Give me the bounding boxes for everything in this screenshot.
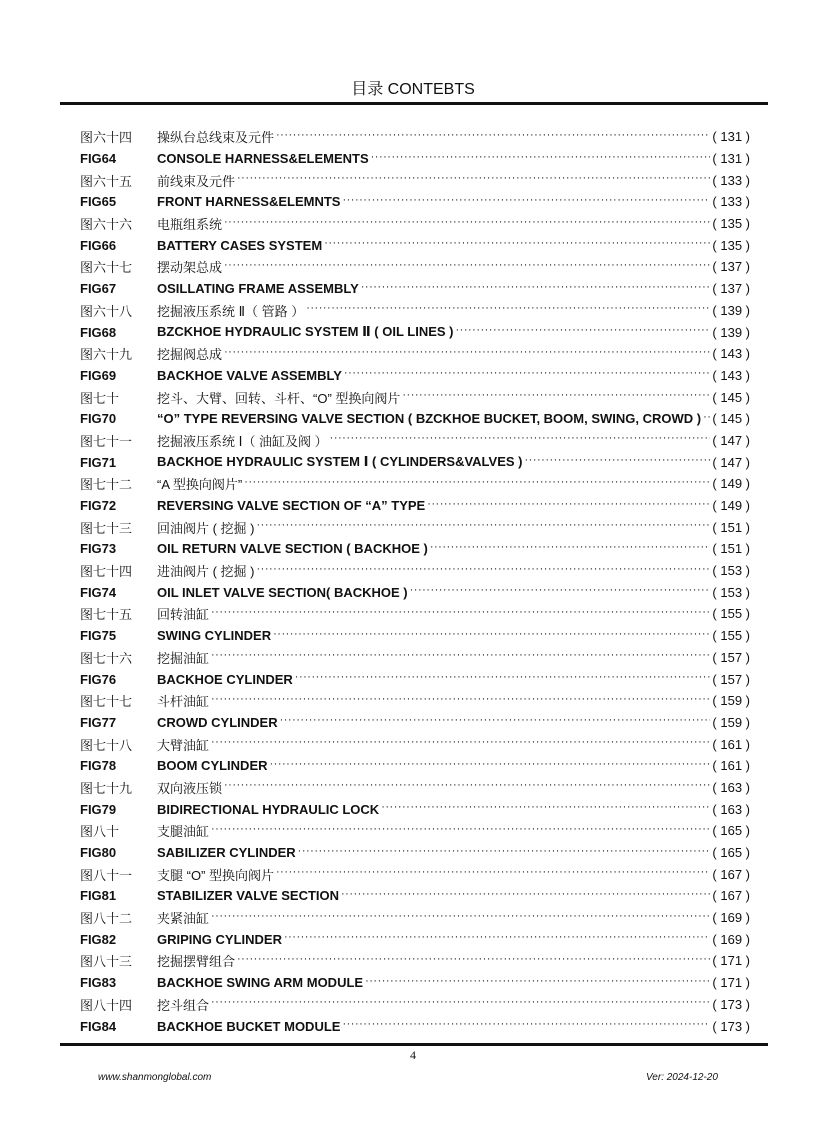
entry-page: ( 135 ) <box>712 237 750 253</box>
dot-leader <box>270 759 711 773</box>
dot-leader <box>456 325 711 339</box>
entry-label: 图七十一 <box>80 433 133 449</box>
dot-leader <box>211 650 710 664</box>
entry-title: BZCKHOE HYDRAULIC SYSTEM Ⅱ ( OIL LINES ) <box>157 324 454 340</box>
entry-page: ( 169 ) <box>712 910 750 926</box>
toc-entry[interactable] <box>80 712 750 734</box>
entry-title: 进油阀片 ( 挖掘 ) <box>157 564 255 580</box>
entry-page: ( 159 ) <box>712 714 750 730</box>
toc-entry[interactable] <box>80 950 750 972</box>
dot-leader <box>284 932 710 946</box>
toc-entry[interactable] <box>80 603 750 625</box>
toc-entry[interactable] <box>80 668 750 690</box>
dot-leader <box>361 282 711 296</box>
entry-label: 图七十 <box>80 390 120 406</box>
entry-label: 图八十三 <box>80 954 133 970</box>
toc-entry[interactable] <box>80 343 750 365</box>
entry-page: ( 169 ) <box>712 931 750 947</box>
entry-title: 挖斗、大臂、回转、斗杆、“O” 型换向阀片 <box>157 390 401 406</box>
dot-leader <box>306 303 710 317</box>
dot-leader <box>427 499 710 513</box>
dot-leader <box>224 217 710 231</box>
entry-page: ( 145 ) <box>712 411 750 427</box>
dot-leader <box>280 715 711 729</box>
entry-label: 图七十八 <box>80 737 133 753</box>
entry-page: ( 155 ) <box>712 606 750 622</box>
toc-list <box>80 126 750 1037</box>
toc-entry[interactable] <box>80 191 750 213</box>
entry-title: CROWD CYLINDER <box>157 714 278 730</box>
entry-page: ( 171 ) <box>712 975 750 991</box>
dot-leader <box>237 954 710 968</box>
entry-page: ( 163 ) <box>712 801 750 817</box>
dot-leader <box>324 238 710 252</box>
entry-title: 挖掘摆臂组合 <box>157 954 236 970</box>
header-rule <box>60 102 768 105</box>
entry-label: FIG78 <box>80 758 117 774</box>
entry-title: 夹紧油缸 <box>157 911 210 927</box>
entry-label: FIG66 <box>80 237 117 253</box>
page-title: 目录 CONTEBTS <box>351 81 475 98</box>
dot-leader <box>211 694 710 708</box>
entry-page: ( 149 ) <box>712 498 750 514</box>
entry-title: 回转油缸 <box>157 607 210 623</box>
toc-entry[interactable] <box>80 169 750 191</box>
entry-label: 图七十三 <box>80 520 133 536</box>
toc-entry[interactable] <box>80 907 750 929</box>
toc-entry[interactable] <box>80 820 750 842</box>
entry-page: ( 139 ) <box>712 324 750 340</box>
entry-title: “A 型换向阀片” <box>157 477 243 493</box>
dot-leader <box>276 867 710 881</box>
dot-leader <box>371 152 711 166</box>
entry-title: 大臂油缸 <box>157 737 210 753</box>
footer-rule <box>60 1043 768 1046</box>
dot-leader <box>257 564 711 578</box>
entry-label: 图六十六 <box>80 217 133 233</box>
entry-label: 图八十 <box>80 824 120 840</box>
entry-title: SABILIZER CYLINDER <box>157 845 296 861</box>
entry-label: 图七十六 <box>80 650 133 666</box>
entry-label: 图七十四 <box>80 564 133 580</box>
entry-title: BACKHOE CYLINDER <box>157 671 293 687</box>
entry-title: 支腿油缸 <box>157 824 210 840</box>
entry-page: ( 143 ) <box>712 367 750 383</box>
toc-entry[interactable] <box>80 994 750 1016</box>
entry-label: FIG67 <box>80 281 117 297</box>
toc-entry[interactable] <box>80 126 750 148</box>
entry-title: 挖掘液压系统 Ⅰ（ 油缸及阀 ） <box>157 433 328 449</box>
toc-entry[interactable] <box>80 430 750 452</box>
dot-leader <box>344 368 711 382</box>
entry-title: 电瓶组系统 <box>157 217 223 233</box>
entry-title: 支腿 “O” 型换向阀片 <box>157 867 274 883</box>
entry-page: ( 135 ) <box>712 216 750 232</box>
toc-entry[interactable] <box>80 321 750 343</box>
entry-title: 回油阀片 ( 挖掘 ) <box>157 520 255 536</box>
entry-page: ( 155 ) <box>712 628 750 644</box>
entry-page: ( 153 ) <box>712 584 750 600</box>
toc-entry[interactable] <box>80 777 750 799</box>
website: www.shanmonglobal.com <box>98 1072 212 1083</box>
entry-title: BACKHOE BUCKET MODULE <box>157 1018 341 1034</box>
entry-page: ( 151 ) <box>712 519 750 535</box>
dot-leader <box>330 433 711 447</box>
entry-label: 图七十五 <box>80 607 133 623</box>
entry-page: ( 151 ) <box>712 541 750 557</box>
toc-entry[interactable] <box>80 451 750 473</box>
entry-title: 挖斗组合 <box>157 997 210 1013</box>
entry-page: ( 173 ) <box>712 996 750 1012</box>
entry-page: ( 163 ) <box>712 779 750 795</box>
entry-title: REVERSING VALVE SECTION OF “A” TYPE <box>157 498 426 514</box>
dot-leader <box>365 976 710 990</box>
entry-title: 挖掘油缸 <box>157 650 210 666</box>
toc-entry[interactable] <box>80 538 750 560</box>
entry-page: ( 147 ) <box>712 454 750 470</box>
entry-title: FRONT HARNESS&ELEMNTS <box>157 194 341 210</box>
entry-page: ( 145 ) <box>712 389 750 405</box>
toc-entry[interactable] <box>80 300 750 322</box>
entry-title: BOOM CYLINDER <box>157 758 268 774</box>
dot-leader <box>224 780 710 794</box>
entry-label: 图六十九 <box>80 347 133 363</box>
toc-entry[interactable] <box>80 885 750 907</box>
entry-label: 图八十二 <box>80 911 133 927</box>
entry-label: 图七十七 <box>80 694 133 710</box>
entry-label: FIG74 <box>80 584 117 600</box>
entry-label: 图八十四 <box>80 997 133 1013</box>
entry-page: ( 137 ) <box>712 259 750 275</box>
entry-title: 操纵台总线束及元件 <box>157 130 275 146</box>
entry-title: OIL RETURN VALVE SECTION ( BACKHOE ) <box>157 541 428 557</box>
toc-entry[interactable] <box>80 234 750 256</box>
dot-leader <box>525 455 711 469</box>
toc-entry[interactable] <box>80 278 750 300</box>
dot-leader <box>211 737 710 751</box>
entry-title: BACKHOE VALVE ASSEMBLY <box>157 367 342 383</box>
entry-page: ( 161 ) <box>712 758 750 774</box>
toc-entry[interactable] <box>80 842 750 864</box>
dot-leader <box>410 585 711 599</box>
dot-leader <box>237 173 710 187</box>
toc-entry[interactable] <box>80 581 750 603</box>
dot-leader <box>211 607 710 621</box>
toc-entry[interactable] <box>80 560 750 582</box>
toc-entry[interactable] <box>80 473 750 495</box>
entry-page: ( 131 ) <box>712 151 750 167</box>
dot-leader <box>276 130 710 144</box>
entry-title: BIDIRECTIONAL HYDRAULIC LOCK <box>157 801 380 817</box>
entry-title: BACKHOE HYDRAULIC SYSTEM Ⅰ ( CYLINDERS&VALVES ) <box>157 454 523 470</box>
toc-entry[interactable] <box>80 516 750 538</box>
toc-entry[interactable] <box>80 495 750 517</box>
entry-title: STABILIZER VALVE SECTION <box>157 888 340 904</box>
dot-leader <box>211 824 710 838</box>
toc-entry[interactable] <box>80 928 750 950</box>
entry-title: OSILLATING FRAME ASSEMBLY <box>157 281 359 297</box>
dot-leader <box>298 846 711 860</box>
toc-entry[interactable] <box>80 213 750 235</box>
toc-entry[interactable] <box>80 972 750 994</box>
entry-label: FIG83 <box>80 975 117 991</box>
entry-page: ( 157 ) <box>712 649 750 665</box>
toc-entry[interactable] <box>80 798 750 820</box>
entry-label: 图六十五 <box>80 173 133 189</box>
entry-title: 斗杆油缸 <box>157 694 210 710</box>
dot-leader <box>402 390 710 404</box>
entry-title: 摆动架总成 <box>157 260 223 276</box>
entry-label: FIG73 <box>80 541 117 557</box>
entry-label: FIG72 <box>80 498 117 514</box>
toc-entry[interactable] <box>80 647 750 669</box>
dot-leader <box>224 260 710 274</box>
toc-entry[interactable] <box>80 386 750 408</box>
entry-page: ( 133 ) <box>712 194 750 210</box>
entry-title: OIL INLET VALVE SECTION( BACKHOE ) <box>157 584 408 600</box>
toc-entry[interactable] <box>80 256 750 278</box>
version: Ver: 2024-12-20 <box>646 1072 718 1083</box>
entry-page: ( 161 ) <box>712 736 750 752</box>
entry-label: FIG80 <box>80 845 117 861</box>
entry-page: ( 153 ) <box>712 563 750 579</box>
entry-page: ( 131 ) <box>712 129 750 145</box>
entry-title: SWING CYLINDER <box>157 628 272 644</box>
entry-page: ( 139 ) <box>712 302 750 318</box>
entry-label: 图八十一 <box>80 867 133 883</box>
dot-leader <box>342 1019 710 1033</box>
entry-page: ( 143 ) <box>712 346 750 362</box>
dot-leader <box>341 889 710 903</box>
entry-label: 图七十二 <box>80 477 133 493</box>
dot-leader <box>211 911 710 925</box>
toc-entry[interactable] <box>80 755 750 777</box>
entry-title: 挖掘液压系统 Ⅱ（ 管路 ） <box>157 303 305 319</box>
entry-title: CONSOLE HARNESS&ELEMENTS <box>157 151 369 167</box>
entry-label: FIG84 <box>80 1018 117 1034</box>
entry-label: FIG82 <box>80 931 117 947</box>
entry-page: ( 167 ) <box>712 888 750 904</box>
dot-leader <box>257 520 711 534</box>
dot-leader <box>342 195 710 209</box>
entry-label: FIG68 <box>80 324 117 340</box>
entry-label: FIG64 <box>80 151 117 167</box>
entry-label: FIG69 <box>80 367 117 383</box>
entry-label: FIG70 <box>80 411 117 427</box>
entry-title: “O” TYPE REVERSING VALVE SECTION ( BZCKHOE BUCKET, BOOM, SWING, CROWD ) <box>157 411 702 427</box>
entry-label: 图六十四 <box>80 130 133 146</box>
entry-label: FIG81 <box>80 888 117 904</box>
page-number: 4 <box>410 1048 416 1062</box>
entry-label: FIG65 <box>80 194 117 210</box>
entry-page: ( 133 ) <box>712 172 750 188</box>
toc-entry[interactable] <box>80 733 750 755</box>
dot-leader <box>430 542 711 556</box>
entry-title: GRIPING CYLINDER <box>157 931 282 947</box>
dot-leader <box>295 672 711 686</box>
dot-leader <box>703 412 710 426</box>
dot-leader <box>211 997 710 1011</box>
entry-label: FIG76 <box>80 671 117 687</box>
entry-label: FIG77 <box>80 714 117 730</box>
entry-page: ( 157 ) <box>712 671 750 687</box>
entry-page: ( 171 ) <box>712 953 750 969</box>
entry-page: ( 165 ) <box>712 823 750 839</box>
entry-label: 图六十七 <box>80 260 133 276</box>
toc-entry[interactable] <box>80 408 750 430</box>
dot-leader <box>244 477 710 491</box>
entry-page: ( 165 ) <box>712 845 750 861</box>
entry-title: BATTERY CASES SYSTEM <box>157 237 323 253</box>
entry-label: 图七十九 <box>80 780 133 796</box>
dot-leader <box>273 629 710 643</box>
entry-label: FIG71 <box>80 454 117 470</box>
dot-leader <box>224 347 710 361</box>
toc-entry[interactable] <box>80 863 750 885</box>
entry-title: 挖掘阀总成 <box>157 347 223 363</box>
dot-leader <box>381 802 710 816</box>
entry-page: ( 137 ) <box>712 281 750 297</box>
entry-title: 双向液压锁 <box>157 780 223 796</box>
entry-page: ( 167 ) <box>712 866 750 882</box>
entry-page: ( 173 ) <box>712 1018 750 1034</box>
toc-entry[interactable] <box>80 365 750 387</box>
entry-label: FIG79 <box>80 801 117 817</box>
entry-label: FIG75 <box>80 628 117 644</box>
entry-page: ( 159 ) <box>712 693 750 709</box>
toc-entry[interactable] <box>80 148 750 170</box>
entry-label: 图六十八 <box>80 303 133 319</box>
entry-title: 前线束及元件 <box>157 173 236 189</box>
toc-entry[interactable] <box>80 625 750 647</box>
entry-page: ( 149 ) <box>712 476 750 492</box>
toc-entry[interactable] <box>80 1015 750 1037</box>
entry-page: ( 147 ) <box>712 432 750 448</box>
toc-entry[interactable] <box>80 690 750 712</box>
entry-title: BACKHOE SWING ARM MODULE <box>157 975 364 991</box>
